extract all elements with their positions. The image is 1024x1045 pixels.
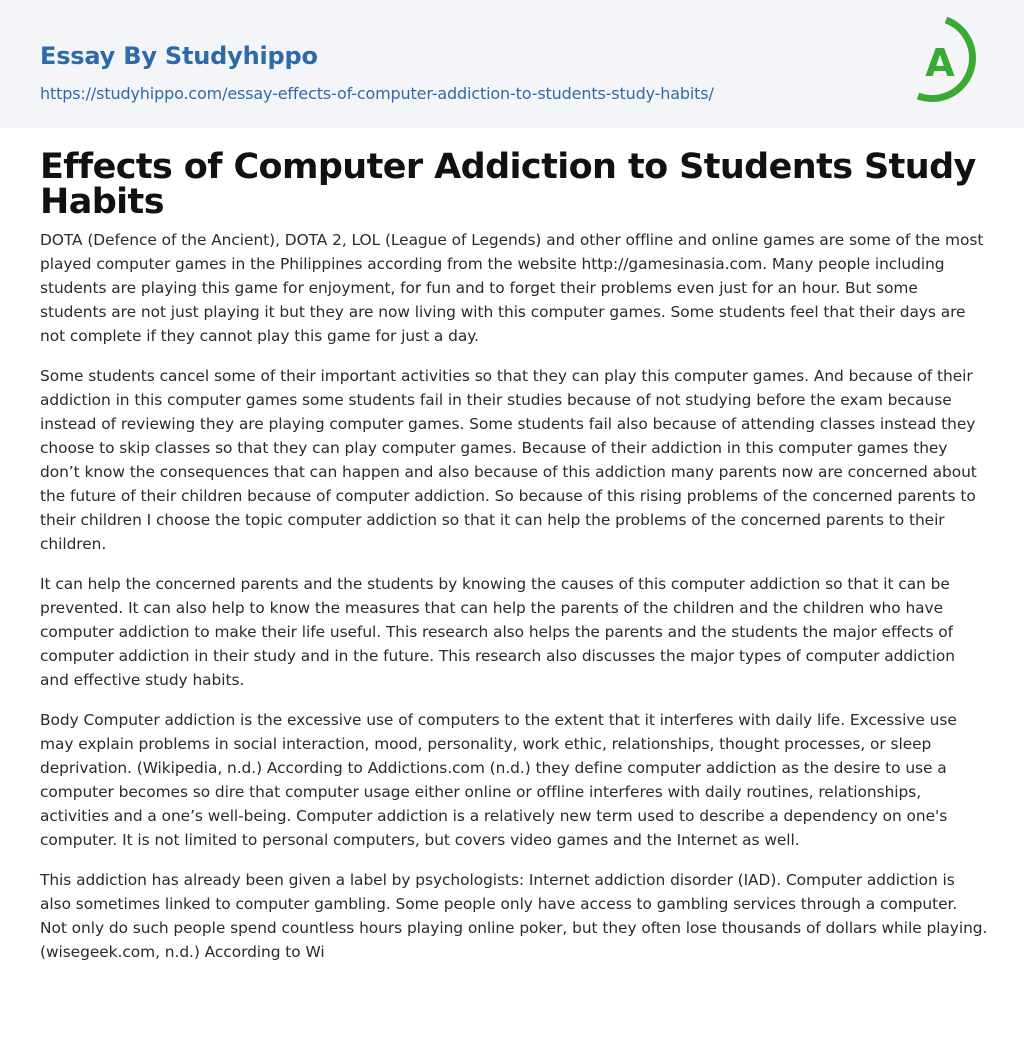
site-header — [0, 0, 1024, 128]
site-brand[interactable]: Essay By Studyhippo — [40, 42, 318, 70]
paragraph: DOTA (Defence of the Ancient), DOTA 2, LOL (League of Legends) and other offline and online games are some of the most played computer games in the Philippines according from the website http://gamesinasia.com. Many people including students are playing this game for enjoyment, for fun and to forget their problems even just for an hour. But some students are not just playing it but they are now living with this computer games. Some students feel that their days are not complete if they cannot play this game for just a day. — [40, 231, 984, 345]
page-url-link[interactable]: https://studyhippo.com/essay-effects-of-computer-addiction-to-students-study-habits/ — [40, 84, 714, 103]
paragraph: This addiction has already been given a label by psychologists: Internet addiction disorder (IAD). Computer addiction is also sometimes linked to computer gambling. Some people only have access to gambling services through a computer. Not only do such people spend countless hours playing online poker, but they often lose thousands of dollars while playing. (wisegeek.com, n.d.) According to Wi — [40, 871, 988, 961]
paragraph: Body Computer addiction is the excessive use of computers to the extent that it interferes with daily life. Excessive use may explain problems in social interaction, mood, personality, work ethic, relationships, thought processes, or sleep deprivation. (Wikipedia, n.d.) According to Addictions.com (n.d.) they define computer addiction as the desire to use a computer becomes so dire that computer usage either online or offline interferes with daily routines, relationships, activities and a one’s well-being. Computer addiction is a relatively new term used to describe a dependency on one's computer. It is not limited to personal computers, but covers video games and the Internet as well. — [40, 711, 957, 849]
studyhippo-logo-icon[interactable] — [906, 16, 992, 108]
page-title: Effects of Computer Addiction to Students Study Habits — [40, 147, 976, 222]
logo-letter: A — [925, 41, 955, 85]
paragraph: It can help the concerned parents and the students by knowing the causes of this computer addiction so that it can be prevented. It can also help to know the measures that can help the parents of the children and the children who have computer addiction to make their life useful. This research also helps the parents and the students the major effects of computer addiction in their study and in the future. This research also discusses the major types of computer addiction and effective study habits. — [40, 575, 955, 689]
paragraph: Some students cancel some of their important activities so that they can play this computer games. And because of their addiction in this computer games some students fail in their studies because of not studying before the exam because instead of reviewing they are playing computer games. Some students fail also because of attending classes instead they choose to skip classes so that they can play computer games. Because of their addiction in this computer games they don’t know the consequences that can happen and also because of this addiction many parents now are concerned about the future of their children because of computer addiction. So because of this rising problems of the concerned parents to their children I choose the topic computer addiction so that it can help the problems of the concerned parents to their children. — [40, 367, 977, 553]
article-body — [40, 228, 988, 980]
